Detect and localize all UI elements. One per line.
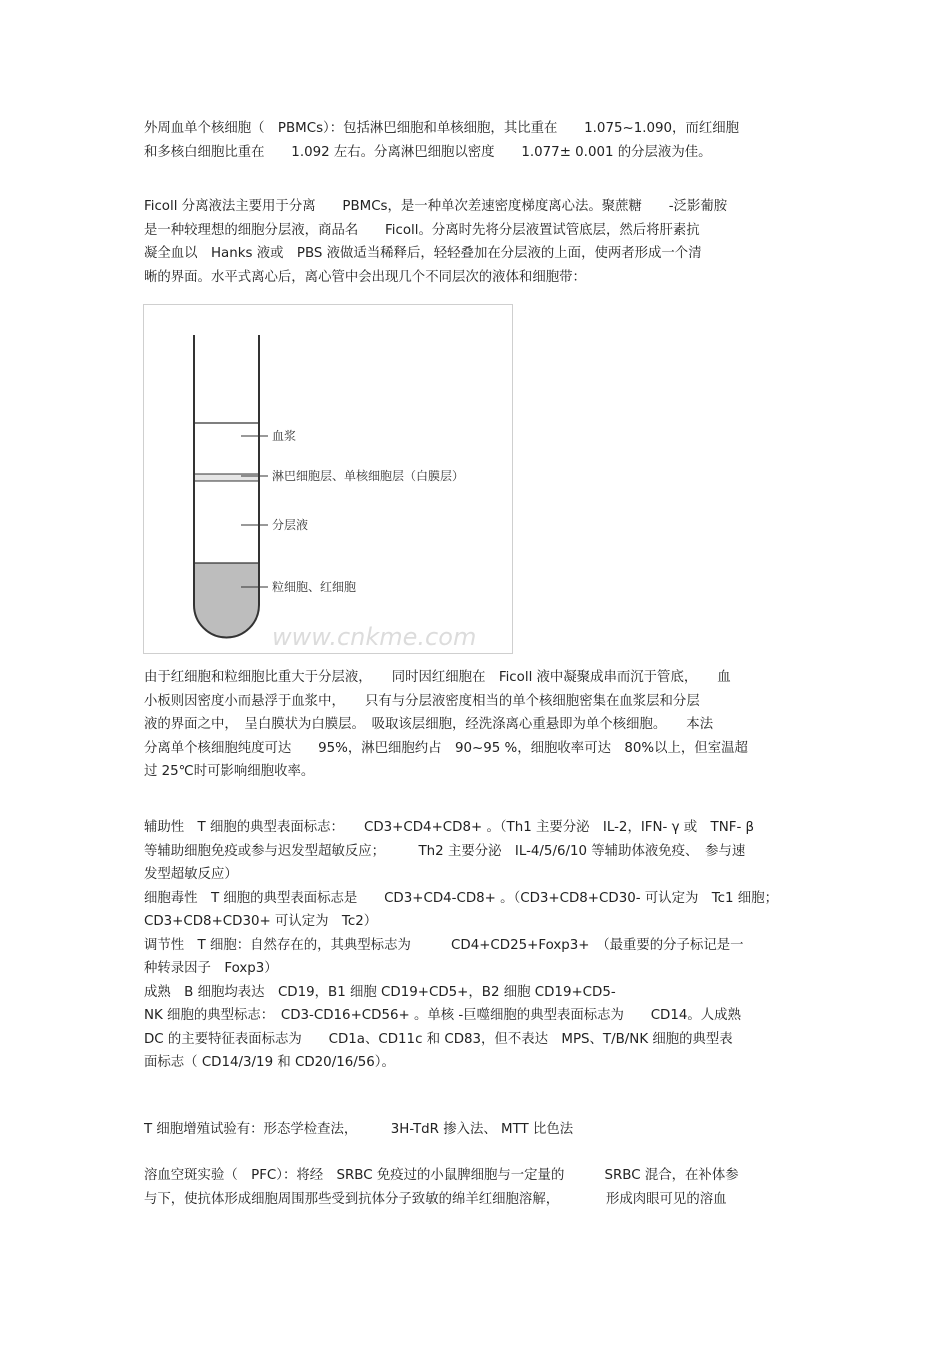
text-line: 和多核白细胞比重在 1.092 左右。分离淋巴细胞以密度 1.077± 0.001 的分层液为佳。: [144, 144, 712, 160]
paragraph-t-proliferation: [144, 1118, 814, 1142]
tube-diagram: [144, 305, 514, 655]
paragraph-pfc-assay: [144, 1164, 814, 1211]
text-line: DC 的主要特征表面标志为 CD1a、CD11c 和 CD83，但不表达 MPS、T/B/NK 细胞的典型表: [144, 1031, 733, 1047]
watermark: www.cnkme.com: [272, 623, 477, 651]
text-line: 细胞毒性 T 细胞的典型表面标志是 CD3+CD4-CD8+ 。（CD3+CD8+CD30- 可认定为 Tc1 细胞；: [144, 890, 778, 906]
label-rbc-granulocytes: 粒细胞、红细胞: [272, 580, 357, 594]
paragraph-pbmc-intro: [144, 117, 814, 164]
text-line: 面标志（ CD14/3/19 和 CD20/16/56）。: [144, 1055, 395, 1070]
label-buffy-coat: 淋巴细胞层、单核细胞层（白膜层）: [272, 469, 465, 483]
rbc-layer: [194, 563, 259, 637]
label-separation-medium: 分层液: [272, 518, 309, 532]
text-line: 成熟 B 细胞均表达 CD19，B1 细胞 CD19+CD5+，B2 细胞 CD19+CD5-: [144, 984, 616, 1000]
paragraph-surface-markers: [144, 816, 814, 1075]
text-line: 过 25℃时可影响细胞收率。: [144, 764, 315, 779]
text-line: 晰的界面。水平式离心后，离心管中会出现几个不同层次的液体和细胞带：: [144, 269, 586, 285]
text-line: CD3+CD8+CD30+ 可认定为 Tc2）: [144, 914, 378, 929]
centrifuge-tube-figure: [143, 304, 513, 654]
text-line: 种转录因子 Foxp3）: [144, 961, 278, 976]
text-line: 液的界面之中， 呈白膜状为白膜层。 吸取该层细胞，经洗涤离心重悬即为单个核细胞。 本法: [144, 717, 714, 732]
paragraph-ficoll-method: [144, 195, 814, 289]
text-line: 是一种较理想的细胞分层液，商品名 Ficoll。分离时先将分层液置试管底层，然后将肝素抗: [144, 222, 700, 238]
text-line: 等辅助细胞免疫或参与迟发型超敏反应； Th2 主要分泌 IL-4/5/6/10 等辅助体液免疫、 参与速: [144, 843, 746, 859]
text-line: 分离单个核细胞纯度可达 95%，淋巴细胞约占 90~95 %，细胞收率可达 80%以上，但室温超: [144, 740, 748, 756]
text-line: T 细胞增殖试验有：形态学检查法， 3H-TdR 掺入法、 MTT 比色法: [144, 1122, 574, 1137]
text-line: Ficoll 分离液法主要用于分离 PBMCs，是一种单次差速密度梯度离心法。聚蔗糖 -泛影葡胺: [144, 199, 728, 214]
text-line: 外周血单个核细胞（ PBMCs）：包括淋巴细胞和单核细胞，其比重在 1.075~1.090，而红细胞: [144, 121, 739, 136]
text-line: 凝全血以 Hanks 液或 PBS 液做适当稀释后，轻轻叠加在分层液的上面，使两者形成一个清: [144, 246, 702, 261]
text-line: 与下，使抗体形成细胞周围那些受到抗体分子致敏的绵羊红细胞溶解， 形成肉眼可见的溶血: [144, 1191, 727, 1207]
text-line: 小板则因密度小而悬浮于血浆中， 只有与分层液密度相当的单个核细胞密集在血浆层和分层: [144, 693, 700, 709]
text-line: 辅助性 T 细胞的典型表面标志： CD3+CD4+CD8+ 。（Th1 主要分泌 IL-2，IFN- γ 或 TNF- β: [144, 820, 755, 835]
buffy-coat-layer: [194, 474, 259, 481]
text-line: 溶血空斑实验（ PFC）：将经 SRBC 免疫过的小鼠脾细胞与一定量的 SRBC 混合，在补体参: [144, 1168, 739, 1183]
text-line: 调节性 T 细胞：自然存在的，其典型标志为 CD4+CD25+Foxp3+ （最重要的分子标记是一: [144, 937, 744, 953]
text-line: 发型超敏反应）: [144, 867, 238, 882]
paragraph-separation-result: [144, 666, 814, 784]
text-line: 由于红细胞和粒细胞比重大于分层液， 同时因红细胞在 Ficoll 液中凝聚成串而沉于管底， 血: [144, 670, 731, 685]
text-line: NK 细胞的典型标志： CD3-CD16+CD56+ 。单核 -巨噬细胞的典型表面标志为 CD14。人成熟: [144, 1008, 741, 1023]
label-plasma: 血浆: [272, 429, 297, 443]
